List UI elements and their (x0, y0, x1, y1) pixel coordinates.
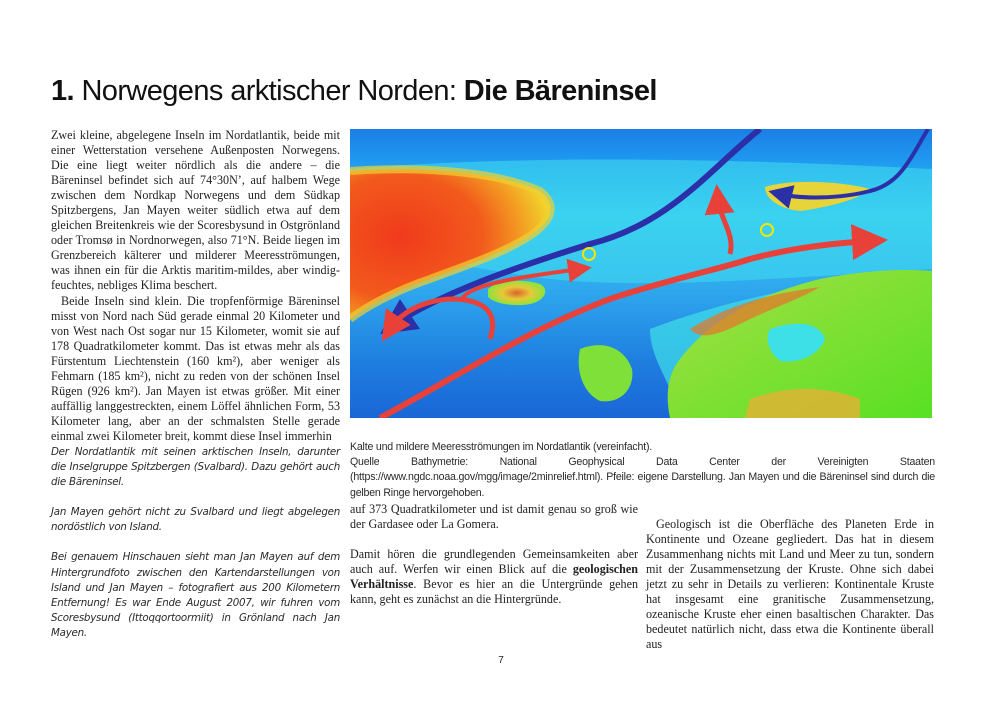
chapter-number: 1. (51, 75, 74, 107)
title-light: Norwegens arktischer Norden: (74, 75, 464, 107)
text-run: Damit hören die grundlegenden Gemeinsamkeiten aber auch auf. Werfen wir einen Blick auf die (350, 547, 638, 577)
text-run: . Bevor es hier an die Untergründe gehen kann, geht es zunächst an die Hintergründe. (350, 577, 638, 607)
sidebar-caption: Bei genauem Hinschauen sieht man Jan Mayen auf dem Hintergrundfoto zwischen den Kartendarstellungen von Island und Jan Mayen – fotografiert aus 200 Kilometern Entfernung! Es war Ende August 2007, wir fuhren vom Scoresbysund (Ittoqqortoormiit) in Grönland nach Jan Mayen. (51, 551, 340, 639)
figure-caption (350, 440, 935, 501)
paragraph: auf 373 Quadratkilometer und ist damit genau so groß wie der Gardasee oder La Gomera. (350, 502, 638, 532)
paragraph: Geologisch ist die Oberfläche des Planeten Erde in Kontinente und Ozeane gegliedert. Das hat in diesem Zusammenhang nichts mit Land und Meer zu tun, sondern mit der Zusammensetzung der Kruste. Ohne sich dabei jetzt zu sehr in Details zu verlieren: Kontinentale Kruste hat insgesamt eine granitische Zusammensetzung, ozeanische Kruste eher einen basaltischen Charakter. Das bedeutet natürlich nicht, dass etwa die Kontinente überall aus (646, 517, 934, 652)
sidebar-captions (51, 445, 340, 656)
sidebar-caption: Jan Mayen gehört nicht zu Svalbard und liegt abgelegen nordöstlich von Island. (51, 506, 340, 534)
sidebar-caption: Der Nordatlantik mit seinen arktischen Inseln, darunter die Inselgruppe Spitzbergen (Svalbard). Dazu gehört auch die Bäreninsel. (51, 446, 340, 489)
paragraph: Beide Inseln sind klein. Die tropfenförmige Bäreninsel misst von Nord nach Süd gerade einmal 20 Kilometer und von West nach Ost sogar nur 15 Kilometer, womit sie auf 178 Quadratkilometer kommt. Das ist etwas mehr als das Fürstentum Liechtenstein (160 km²), aber weniger als Fehmarn (185 km²), nicht zu reden von der schönen Insel Rügen (926 km²). Jan Mayen ist etwas größer. Mit einer auffällig langgestreckten, einem Löffel ähnlichen Form, 53 Kilometer lang, aber an der schmalsten Stelle gerade einmal zwei Kilometer breit, kommt diese Insel immerhin (51, 293, 340, 443)
paragraph (350, 547, 638, 607)
title-bold: Die Bäreninsel (463, 75, 657, 107)
emphasis: geologischen Verhältnisse (350, 562, 638, 592)
body-column-3 (646, 517, 934, 652)
page-number: 7 (498, 655, 504, 666)
figure-caption-line: Kalte und mildere Meeresströmungen im Nordatlantik (vereinfacht). (350, 441, 653, 453)
paragraph: Zwei kleine, abgelegene Inseln im Nordatlantik, beide mit einer Wetterstation versehene Außenposten Norwegens. Die eine liegt weiter nördlich als die andere – die Bäreninsel befindet sich auf 74°30N’, auf halbem Wege zwischen dem Nordkap Norwegens und dem Südkap Spitzbergens, Jan Mayen weiter südlich etwa auf dem gleichen Breitenkreis wie der Scoresbysund in Ostgrönland oder Tromsø in Nordnorwegen, also 71°N. Beide liegen im Grenzbereich kälterer und milderer Meeresströmungen, was ihnen ein für die Arktis maritim-mildes, aber windig-feuchtes, nebliges Klima beschert. (51, 128, 340, 293)
body-column-1 (51, 128, 340, 444)
body-column-2 (350, 502, 638, 622)
ocean-currents-map (350, 129, 932, 418)
figure-caption-line: Quelle Bathymetrie: National Geophysical Data Center der Vereinigten Staaten (https://www.ngdc.noaa.gov/mgg/image/2minrelief.html). Pfeile: eigene Darstellung. Jan Mayen und die Bäreninsel sind durch die gelben Ringe hervorgehoben. (350, 456, 935, 499)
page-title (51, 74, 657, 108)
